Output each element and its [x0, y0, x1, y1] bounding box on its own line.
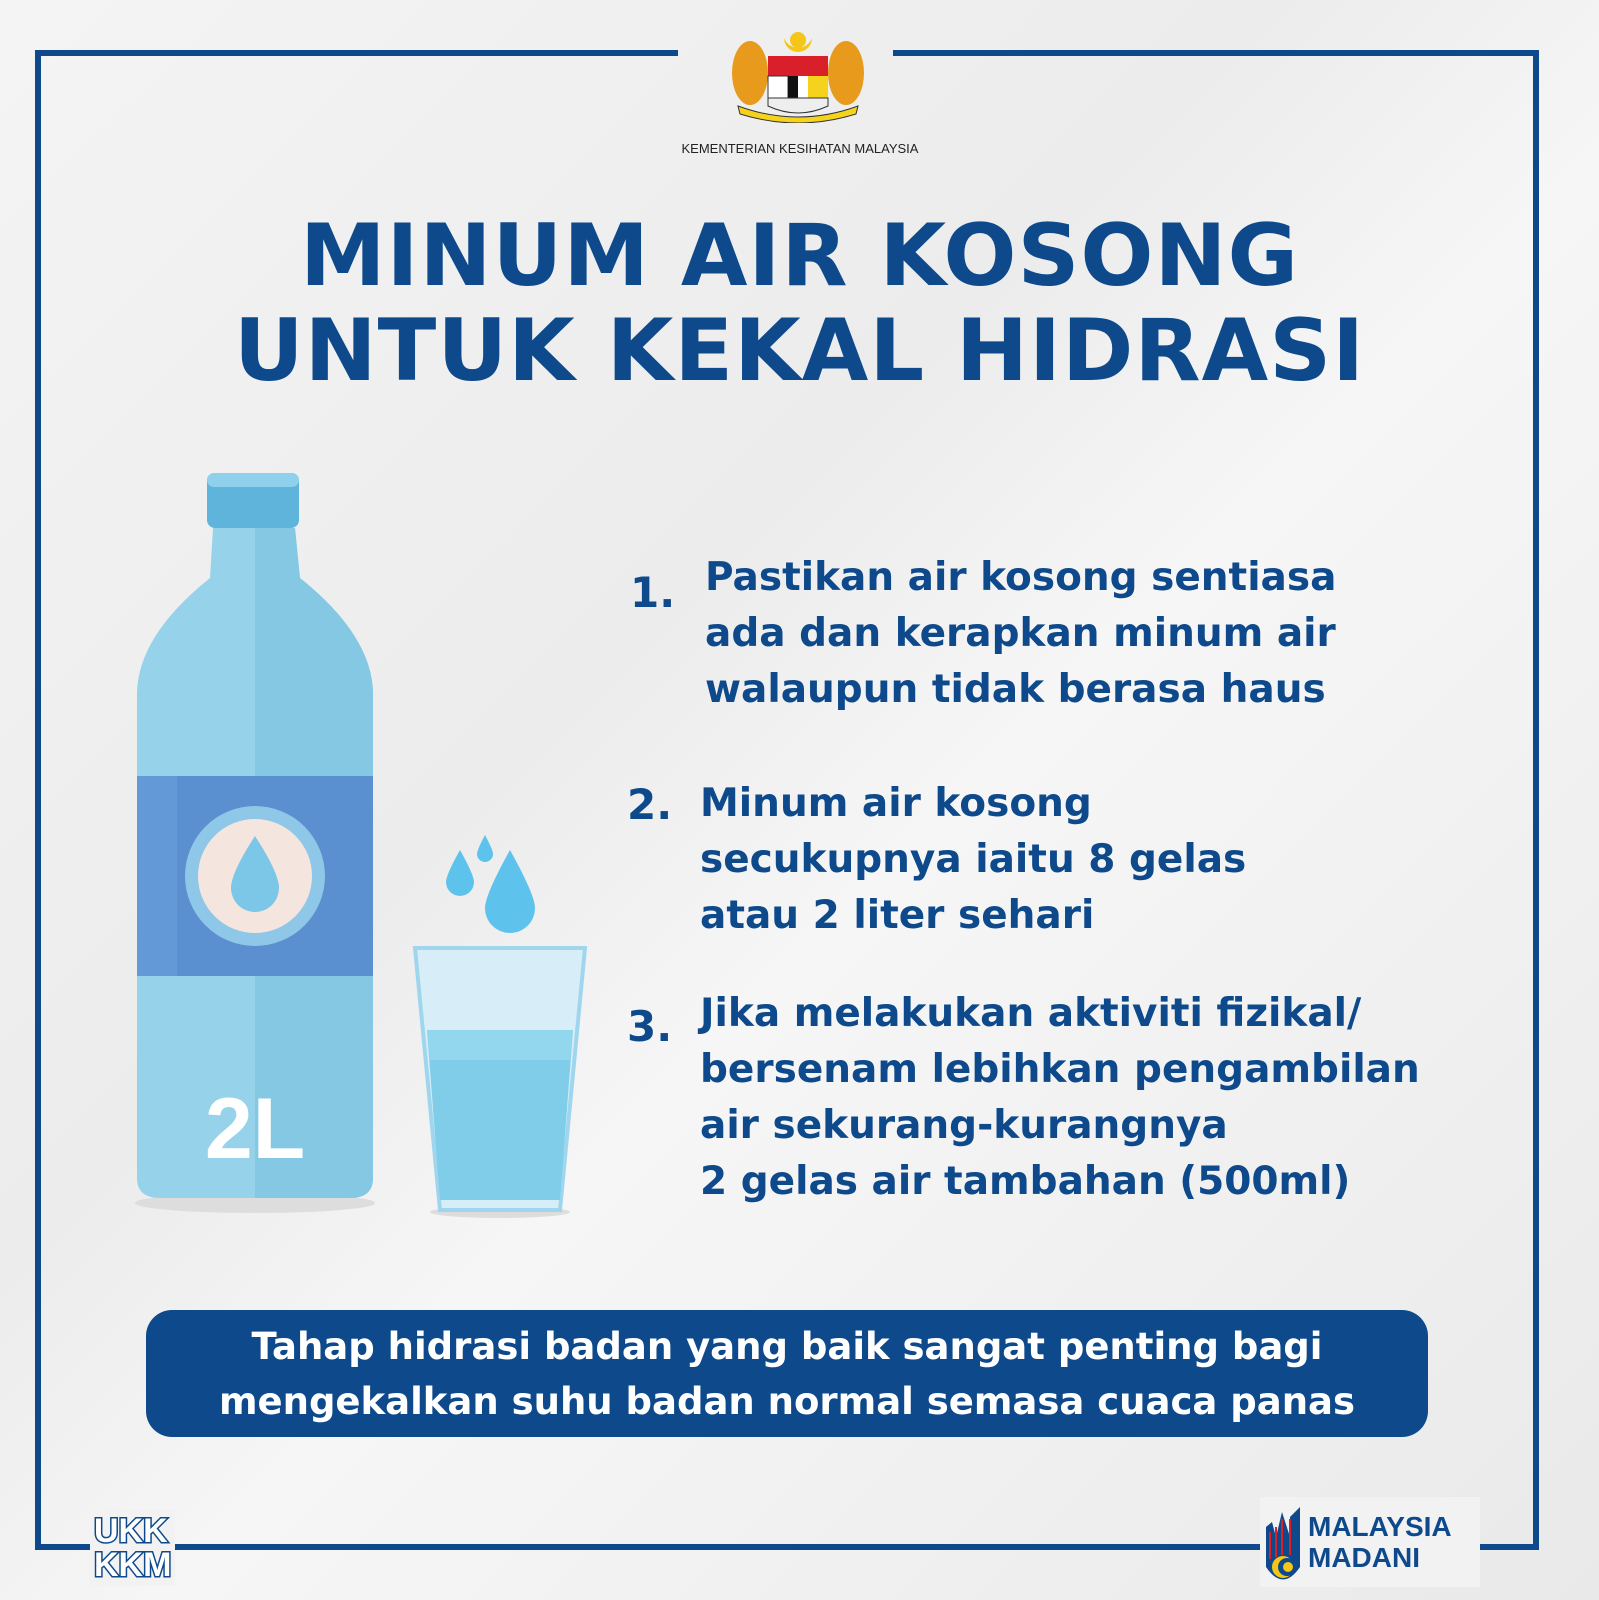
madani-emblem-icon — [1260, 1497, 1306, 1587]
footer-note-line: mengekalkan suhu badan normal semasa cuaca panas — [218, 1380, 1356, 1423]
tip-number: 3. — [627, 1002, 673, 1051]
coat-of-arms-logo — [728, 28, 868, 123]
tip-line: Jika melakukan aktiviti fizikal/ — [700, 991, 1362, 1036]
madani-logo-text: MALAYSIA — [1308, 1511, 1452, 1542]
tip-line: Minum air kosong — [700, 781, 1092, 826]
bottle-label: 2L — [204, 1081, 306, 1177]
title-line-1: MINUM AIR KOSONG — [299, 206, 1300, 306]
tip-number: 2. — [627, 780, 673, 829]
ministry-name: KEMENTERIAN KESIHATAN MALAYSIA — [681, 141, 919, 156]
tip-line: Pastikan air kosong sentiasa — [705, 555, 1337, 600]
title-line-2: UNTUK KEKAL HIDRASI — [233, 301, 1366, 401]
tip-line: ada dan kerapkan minum air — [705, 611, 1336, 656]
water-glass-illustration — [410, 820, 590, 1220]
tip-number: 1. — [630, 568, 676, 617]
kkm-logo-text: KKM — [94, 1546, 172, 1584]
madani-logo-text: MADANI — [1308, 1542, 1420, 1573]
tip-line: atau 2 liter sehari — [700, 893, 1095, 938]
tip-line: bersenam lebihkan pengambilan — [700, 1047, 1420, 1092]
tip-line: air sekurang-kurangnya — [700, 1103, 1228, 1148]
footer-note-line: Tahap hidrasi badan yang baik sangat penting bagi — [251, 1325, 1323, 1368]
water-bottle-illustration — [125, 468, 385, 1218]
frame-top-right — [893, 50, 1539, 56]
ukk-logo-text: UKK — [94, 1512, 168, 1550]
tip-line: secukupnya iaitu 8 gelas — [700, 837, 1247, 882]
frame-top-left — [35, 50, 678, 56]
tip-line: walaupun tidak berasa haus — [705, 667, 1326, 712]
tip-line: 2 gelas air tambahan (500ml) — [700, 1159, 1351, 1204]
malaysia-madani-logo — [1260, 1497, 1480, 1587]
footer-note-banner — [146, 1310, 1428, 1437]
ukk-kkm-logo — [90, 1510, 175, 1586]
